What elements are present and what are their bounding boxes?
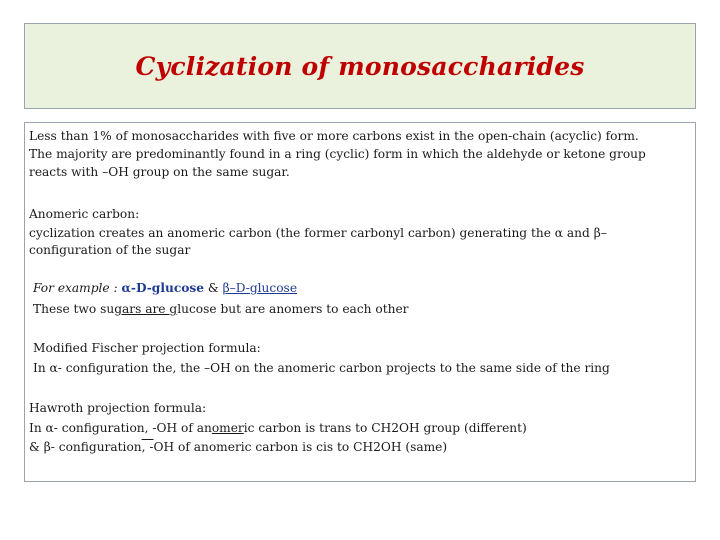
intro-line-3: reacts with –OH group on the same sugar. bbox=[29, 165, 290, 179]
haworth-line-1 bbox=[29, 420, 527, 436]
fischer-heading: Modified Fischer projection formula: bbox=[33, 341, 261, 355]
example-line bbox=[33, 280, 297, 296]
alpha-d-glucose: α-D-glucose bbox=[121, 281, 204, 295]
intro-line-2: The majority are predominantly found in a ring (cyclic) form in which the aldehyde or ketone group bbox=[29, 147, 646, 161]
intro-line-1: Less than 1% of monosaccharides with five or more carbons exist in the open-chain (acyclic) form. bbox=[29, 129, 639, 143]
example-prefix: For example : bbox=[33, 281, 122, 295]
anomeric-line-1: cyclization creates an anomeric carbon (the former carbonyl carbon) generating the α and β– bbox=[29, 226, 607, 240]
beta-d-glucose: β–D-glucose bbox=[222, 281, 298, 295]
haworth-line-2 bbox=[29, 439, 447, 455]
example-note bbox=[33, 301, 409, 317]
haworth-line-1-a: In α- configuration, -OH of an bbox=[29, 421, 212, 435]
anomeric-line-2: configuration of the sugar bbox=[29, 243, 191, 257]
title-box bbox=[24, 23, 696, 109]
slide-title: Cyclization of monosaccharides bbox=[135, 51, 585, 81]
example-note-b: gars are g bbox=[114, 302, 178, 316]
fischer-line-1: In α- configuration the, the –OH on the anomeric carbon projects to the same side of the ring bbox=[33, 361, 610, 375]
example-amp: & bbox=[203, 281, 223, 295]
haworth-line-2-a: & β- configuration bbox=[29, 440, 142, 454]
anomeric-heading: Anomeric carbon: bbox=[29, 207, 140, 221]
example-note-c: lucose but are anomers to each other bbox=[177, 302, 409, 316]
haworth-line-1-b: omer bbox=[211, 421, 244, 435]
haworth-line-2-c: OH of anomeric carbon is cis to CH2OH (same) bbox=[153, 440, 448, 454]
haworth-heading: Hawroth projection formula: bbox=[29, 401, 207, 415]
haworth-line-1-c: ic carbon is trans to CH2OH group (different) bbox=[243, 421, 527, 435]
content-box bbox=[24, 122, 696, 482]
haworth-line-2-b: , - bbox=[141, 440, 154, 454]
example-note-a: These two su bbox=[33, 302, 115, 316]
